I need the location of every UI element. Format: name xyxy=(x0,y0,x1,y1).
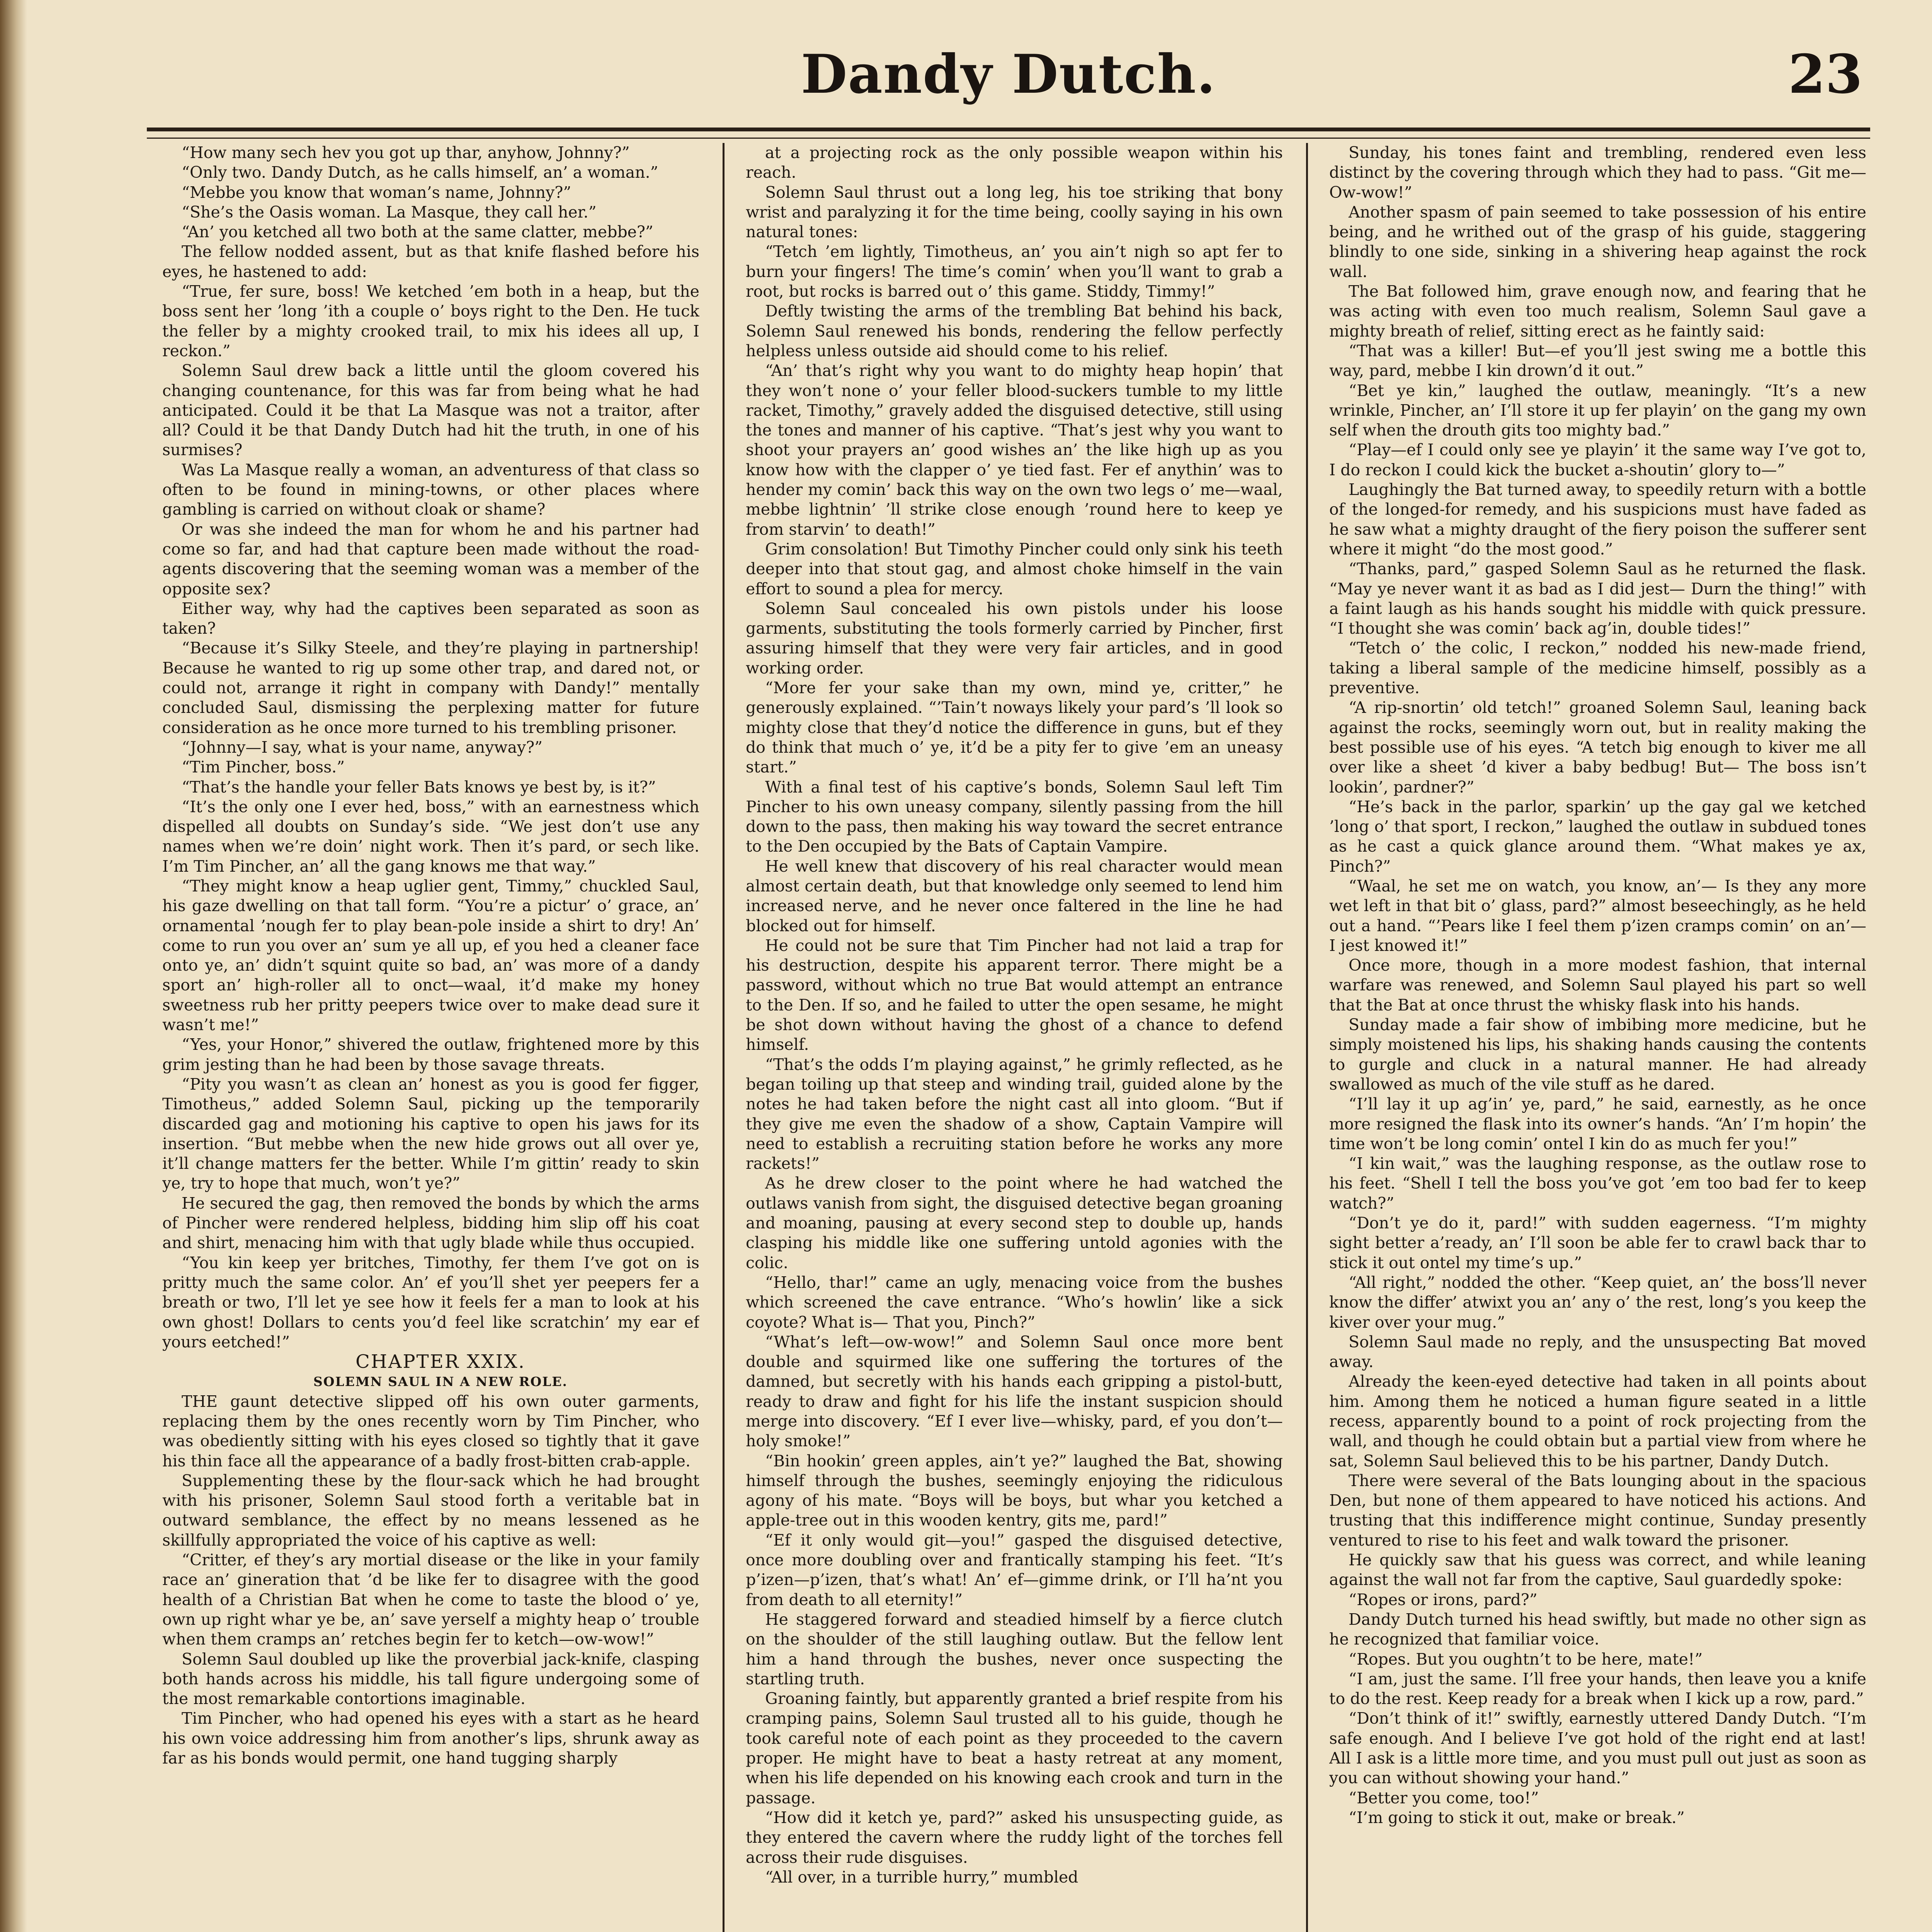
paragraph: at a projecting rock as the only possible weapon within his reach. xyxy=(746,143,1283,182)
paragraph: Laughingly the Bat turned away, to speedily return with a bottle of the longed-for remedy, and his suspicions must have faded as he saw what a mighty draught of the fiery poison the sufferer sent where it might “do the most good.” xyxy=(1329,480,1866,558)
paragraph: “All right,” nodded the other. “Keep quiet, an’ the boss’ll never know the differ’ atwixt you an’ any o’ the rest, long’s you keep the kiver over your mug.” xyxy=(1329,1273,1866,1332)
paragraph: “Yes, your Honor,” shivered the outlaw, frightened more by this grim jesting than he had been by those savage threats. xyxy=(162,1035,699,1074)
page-number: 23 xyxy=(1788,43,1862,105)
paragraph: “Critter, ef they’s ary mortial disease or the like in your family race an’ gineration that ’d be like fer to disagree with the good health of a Christian Bat when he come to taste the blood o’ ye, own up right whar ye be, an’ save yerself a mighty heap o’ trouble when them cramps an’ retches begin fer to ketch—ow-wow!” xyxy=(162,1551,699,1649)
paragraph: “That’s the odds I’m playing against,” he grimly reflected, as he began toiling up that steep and winding trail, guided alone by the notes he had taken before the night cast all into gloom. “But if they give me even the shadow of a show, Captain Vampire will need to establish a recruiting station before he works any more rackets!” xyxy=(746,1055,1283,1173)
header-rule-thin xyxy=(147,138,1870,139)
paragraph: “True, fer sure, boss! We ketched ’em both in a heap, but the boss sent her ’long ’ith a couple o’ boys right to the Den. He tuck the feller by a mighty crooked trail, to mix his idees all up, I reckon.” xyxy=(162,282,699,360)
paragraph: Solemn Saul thrust out a long leg, his toe striking that bony wrist and paralyzing it for the time being, coolly saying in his own natural tones: xyxy=(746,183,1283,242)
paragraph: “He’s back in the parlor, sparkin’ up the gay gal we ketched ’long o’ that sport, I reckon,” laughed the outlaw in subdued tones as he cast a quick glance around them. “What makes ye ax, Pinch?” xyxy=(1329,797,1866,876)
paragraph: Solemn Saul made no reply, and the unsuspecting Bat moved away. xyxy=(1329,1332,1866,1371)
paragraph: “I’m going to stick it out, make or break.” xyxy=(1349,1808,1685,1827)
column-2 xyxy=(746,143,1283,1932)
paragraph: “How many sech hev you got up thar, anyhow, Johnny?” xyxy=(182,143,630,162)
chapter-subtitle: SOLEMN SAUL IN A NEW ROLE. xyxy=(313,1374,568,1389)
paragraph: Or was she indeed the man for whom he and his partner had come so far, and had that capture been made without the road-agents discovering that the seeming woman was a member of the opposite sex? xyxy=(162,520,699,598)
column-3 xyxy=(1329,143,1866,1932)
paragraph: Solemn Saul concealed his own pistols under his loose garments, substituting the tools formerly carried by Pincher, first assuring himself that they were very fair articles, and in good working order. xyxy=(746,599,1283,677)
paragraph: He staggered forward and steadied himself by a fierce clutch on the shoulder of the still laughing outlaw. But the fellow lent him a hand through the bushes, never once suspecting the startling truth. xyxy=(746,1610,1283,1688)
paragraph: “All over, in a turrible hurry,” mumbled xyxy=(765,1867,1078,1886)
paragraph: Sunday made a fair show of imbibing more medicine, but he simply moistened his lips, his shaking hands causing the contents to gurgle and cluck in a natural manner. He had already swallowed as much of the vile stuff as he dared. xyxy=(1329,1015,1866,1094)
paragraph: “Pity you wasn’t as clean an’ honest as you is good fer figger, Timotheus,” added Solemn Saul, picking up the temporarily discarded gag and motioning his captive to open his jaws for its insertion. “But mebbe when the new hide grows out all over ye, it’ll change matters fer the better. While I’m gittin’ ready to skin ye, try to hope that much, won’t ye?” xyxy=(162,1075,699,1193)
page-header xyxy=(147,15,1870,131)
paragraph: “They might know a heap uglier gent, Timmy,” chuckled Saul, his gaze dwelling on that tall form. “You’re a pictur’ o’ grace, an’ ornamental ’nough fer to play bean-pole inside a shirt to dry! An’ come to run you over an’ sum ye all up, ef you hed a cleaner face onto ye, an’ didn’t squint quite so bad, an’ was more of a dandy sport an’ high-roller all to onct—waal, it’d make my honey sweetness rub her pritty peepers twice over to make dead sure it wasn’t me!” xyxy=(162,876,699,1034)
paragraph: He quickly saw that his guess was correct, and while leaning against the wall not far from the captive, Saul guardedly spoke: xyxy=(1329,1551,1866,1589)
paragraph: “You kin keep yer britches, Timothy, fer them I’ve got on is pritty much the same color. An’ ef you’ll shet yer peepers fer a breath or two, I’ll let ye see how it feels fer a man to look at his own ghost! Dollars to cents you’d feel like scratchin’ my ear ef yours eetched!” xyxy=(162,1253,699,1351)
header-rule xyxy=(147,128,1870,131)
paragraph: Tim Pincher, who had opened his eyes with a start as he heard his own voice addressing him from another’s lips, shrunk away as far as his bonds would permit, one hand tugging sharply xyxy=(162,1709,699,1768)
paragraph: Once more, though in a more modest fashion, that internal warfare was renewed, and Solemn Saul played his part so well that the Bat at once thrust the whisky flask into his hands. xyxy=(1329,956,1866,1014)
paragraph: The Bat followed him, grave enough now, and fearing that he was acting with even too much realism, Solemn Saul gave a mighty breath of relief, sitting erect as he faintly said: xyxy=(1329,282,1866,340)
paragraph: “Bet ye kin,” laughed the outlaw, meaningly. “It’s a new wrinkle, Pincher, an’ I’ll store it up fer playin’ on the gang my own self when the drouth gits too mighty bad.” xyxy=(1329,381,1866,440)
paragraph: “What’s left—ow-wow!” and Solemn Saul once more bent double and squirmed like one suffering the tortures of the damned, but secretly with his hands each gripping a pistol-butt, ready to draw and fight for his life the instant suspicion should merge into discovery. “Ef I ever live—whisky, pard, ef you don’t—holy smoke!” xyxy=(746,1332,1283,1451)
paragraph: “Bin hookin’ green apples, ain’t ye?” laughed the Bat, showing himself through the bushes, seemingly enjoying the ridiculous agony of his mate. “Boys will be boys, but whar you ketched a apple-tree out in this wooden kentry, gits me, pard!” xyxy=(746,1451,1283,1530)
paragraph: “I kin wait,” was the laughing response, as the outlaw rose to his feet. “Shell I tell the boss you’ve got ’em too bad fer to keep watch?” xyxy=(1329,1154,1866,1213)
paragraph: He could not be sure that Tim Pincher had not laid a trap for his destruction, despite his apparent terror. There might be a password, without which no true Bat would attempt an entrance to the Den. If so, and he failed to utter the open sesame, he might be shot down without having the ghost of a chance to defend himself. xyxy=(746,936,1283,1054)
paragraph: Deftly twisting the arms of the trembling Bat behind his back, Solemn Saul renewed his bonds, rendering the fellow perfectly helpless unless outside aid should come to his relief. xyxy=(746,302,1283,360)
paragraph: “Ef it only would git—you!” gasped the disguised detective, once more doubling over and frantically stamping his feet. “It’s p’izen—p’izen, that’s what! An’ ef—gimme drink, or I’ll ha’nt you from death to all eternity!” xyxy=(746,1531,1283,1609)
paragraph: “Because it’s Silky Steele, and they’re playing in partnership! Because he wanted to rig up some other trap, and dared not, or could not, arrange it right in company with Dandy!” mentally concluded Saul, dismissing the perplexing matter for future consideration as he once more turned to his trembling prisoner. xyxy=(162,639,699,737)
paragraph: “Waal, he set me on watch, you know, an’— Is they any more wet left in that bit o’ glass, pard?” almost beseechingly, as he held out a hand. “’Pears like I feel them p’izen cramps comin’ on an’— I jest knowed it!” xyxy=(1329,876,1866,955)
paragraph: Supplementing these by the flour-sack which he had brought with his prisoner, Solemn Saul stood forth a veritable bat in outward semblance, the effect by no means lessened as he skillfully appropriated the voice of his captive as well: xyxy=(162,1471,699,1549)
paragraph: He well knew that discovery of his real character would mean almost certain death, but that knowledge only seemed to lend him increased nerve, and he never once faltered in the line he had blocked out for himself. xyxy=(746,857,1283,935)
paragraph: “Play—ef I could only see ye playin’ it the same way I’ve got to, I do reckon I could kick the bucket a-shoutin’ glory to—” xyxy=(1329,440,1866,479)
text-columns xyxy=(162,143,1866,1932)
paragraph: “Tim Pincher, boss.” xyxy=(182,758,345,777)
paragraph: Dandy Dutch turned his head swiftly, but made no other sign as he recognized that familiar voice. xyxy=(1329,1610,1866,1649)
paragraph: With a final test of his captive’s bonds, Solemn Saul left Tim Pincher to his own uneasy company, silently passing from the hill down to the pass, then making his way toward the secret entrance to the Den occupied by the Bats of Captain Vampire. xyxy=(746,777,1283,856)
paragraph: “Ropes. But you oughtn’t to be here, mate!” xyxy=(1349,1650,1703,1668)
paragraph: “More fer your sake than my own, mind ye, critter,” he generously explained. “’Tain’t noways likely your pard’s ’ll look so mighty close that they’d notice the difference in guns, but ef they do think that much o’ ye, it’d be a pity fer to give ’em an uneasy start.” xyxy=(746,679,1283,777)
paragraph: “Thanks, pard,” gasped Solemn Saul as he returned the flask. “May ye never want it as bad as I did jest— Durn the thing!” with a faint laugh as his hands sought his middle with quick pressure. “I thought she was comin’ back ag’in, double tides!” xyxy=(1329,560,1866,638)
paragraph: There were several of the Bats lounging about in the spacious Den, but none of them appeared to have noticed his actions. And trusting that this indifference might continue, Sunday presently ventured to rise to his feet and walk toward the prisoner. xyxy=(1329,1471,1866,1549)
paragraph: “Johnny—I say, what is your name, anyway?” xyxy=(182,738,543,757)
paragraph: “Don’t think of it!” swiftly, earnestly uttered Dandy Dutch. “I’m safe enough. And I believe I’ve got hold of the right end at last! All I ask is a little more time, and you must pull out just as soon as you can without showing your hand.” xyxy=(1329,1709,1866,1787)
chapter-heading: CHAPTER XXIX. xyxy=(355,1351,526,1373)
paragraph: “Only two. Dandy Dutch, as he calls himself, an’ a woman.” xyxy=(182,163,658,182)
column-divider xyxy=(723,143,724,1932)
paragraph: As he drew closer to the point where he had watched the outlaws vanish from sight, the disguised detective began groaning and moaning, pausing at every second step to double up, hands clasping his middle like one suffering untold agonies with the colic. xyxy=(746,1174,1283,1272)
paragraph: Was La Masque really a woman, an adventuress of that class so often to be found in mining-towns, or other places where gambling is carried on without cloak or shame? xyxy=(162,460,699,519)
paragraph: He secured the gag, then removed the bonds by which the arms of Pincher were rendered helpless, bidding him slip off his coat and shirt, menacing him with that ugly blade while thus occupied. xyxy=(162,1194,699,1252)
paragraph: Groaning faintly, but apparently granted a brief respite from his cramping pains, Solemn Saul trusted all to his guide, though he took careful note of each point as they proceeded to the cavern proper. He might have to beat a hasty retreat at any moment, when his life depended on his knowing each crook and turn in the passage. xyxy=(746,1689,1283,1807)
paragraph: “That was a killer! But—ef you’ll jest swing me a bottle this way, pard, mebbe I kin drown’d it out.” xyxy=(1329,341,1866,380)
paragraph: The fellow nodded assent, but as that knife flashed before his eyes, he hastened to add: xyxy=(162,242,699,281)
paragraph: “How did it ketch ye, pard?” asked his unsuspecting guide, as they entered the cavern where the ruddy light of the torches fell across their rude disguises. xyxy=(746,1808,1283,1867)
paragraph: Already the keen-eyed detective had taken in all points about him. Among them he noticed a human figure seated in a little recess, apparently bound to a point of rock projecting from the wall, and though he could obtain but a partial view from where he sat, Solemn Saul believed this to be his partner, Dandy Dutch. xyxy=(1329,1372,1866,1470)
column-divider xyxy=(1306,143,1308,1932)
paragraph: “I am, just the same. I’ll free your hands, then leave you a knife to do the rest. Keep ready for a break when I kick up a row, pard.” xyxy=(1329,1669,1866,1708)
binding-shadow xyxy=(0,0,27,1932)
paragraph: “Ropes or irons, pard?” xyxy=(1349,1590,1537,1609)
paragraph: Solemn Saul drew back a little until the gloom covered his changing countenance, for this was far from being what he had anticipated. Could it be that La Masque was not a traitor, after all? Could it be that Dandy Dutch had hit the truth, in one of his surmises? xyxy=(162,361,699,459)
paragraph: Either way, why had the captives been separated as soon as taken? xyxy=(162,599,699,638)
paragraph: “That’s the handle your feller Bats knows ye best by, is it?” xyxy=(182,777,656,796)
paragraph: “It’s the only one I ever hed, boss,” with an earnestness which dispelled all doubts on Sunday’s side. “We jest don’t use any names when we’re doin’ night work. Then it’s pard, or sech like. I’m Tim Pincher, an’ all the gang knows me that way.” xyxy=(162,797,699,876)
paragraph: “Don’t ye do it, pard!” with sudden eagerness. “I’m mighty sight better a’ready, an’ I’ll soon be able fer to crawl back thar to stick it out ontel my time’s up.” xyxy=(1329,1214,1866,1272)
paragraph: THE gaunt detective slipped off his own outer garments, replacing them by the ones recently worn by Tim Pincher, who was obediently sitting with his eyes closed so tightly that it gave his thin face all the appearance of a badly frost-bitten crab-apple. xyxy=(162,1392,699,1470)
paragraph: “A rip-snortin’ old tetch!” groaned Solemn Saul, leaning back against the rocks, seemingly worn out, but in reality making the best possible use of his eyes. “A tetch big enough to kiver me all over like a sheet ’d kiver a baby bedbug! But— The boss isn’t lookin’, pardner?” xyxy=(1329,698,1866,796)
paragraph: “Hello, thar!” came an ugly, menacing voice from the bushes which screened the cave entrance. “Who’s howlin’ like a sick coyote? What is— That you, Pinch?” xyxy=(746,1273,1283,1332)
paragraph: “Tetch ’em lightly, Timotheus, an’ you ain’t nigh so apt fer to burn your fingers! The time’s comin’ when you’ll want to grab a root, but rocks is barred out o’ this game. Stiddy, Timmy!” xyxy=(746,242,1283,301)
paragraph: “Tetch o’ the colic, I reckon,” nodded his new-made friend, taking a liberal sample of the medicine himself, possibly as a preventive. xyxy=(1329,639,1866,697)
paragraph: “She’s the Oasis woman. La Masque, they call her.” xyxy=(182,202,597,221)
running-title: Dandy Dutch. xyxy=(801,43,1216,105)
paragraph: “An’ you ketched all two both at the same clatter, mebbe?” xyxy=(182,223,653,242)
paragraph: Solemn Saul doubled up like the proverbial jack-knife, clasping both hands across his middle, his tall figure undergoing some of the most remarkable contortions imaginable. xyxy=(162,1650,699,1708)
paragraph: “An’ that’s right why you want to do mighty heap hopin’ that they won’t none o’ your feller blood-suckers tumble to my little racket, Timothy,” gravely added the disguised detective, still using the tones and manner of his captive. “That’s jest why you want to shoot your prayers an’ good wishes an’ the like high up as you know how with the clapper o’ ye tied fast. Fer ef anythin’ was to hender my comin’ back this way on the own two legs o’ me—waal, mebbe lightnin’ ’ll strike close enough ’round here to keep ye from starvin’ to death!” xyxy=(746,361,1283,539)
paragraph: Grim consolation! But Timothy Pincher could only sink his teeth deeper into that stout gag, and almost choke himself in the vain effort to sound a plea for mercy. xyxy=(746,539,1283,598)
paragraph: “Better you come, too!” xyxy=(1349,1788,1539,1807)
paragraph: “Mebbe you know that woman’s name, Johnny?” xyxy=(182,183,571,202)
paragraph: “I’ll lay it up ag’in’ ye, pard,” he said, earnestly, as he once more resigned the flask into its owner’s hands. “An’ I’m hopin’ the time won’t be long comin’ ontel I kin do as much fer you!” xyxy=(1329,1095,1866,1153)
column-1 xyxy=(162,143,699,1932)
paragraph: Another spasm of pain seemed to take possession of his entire being, and he writhed out of the grasp of his guide, staggering blindly to one side, sinking in a shivering heap against the rock wall. xyxy=(1329,202,1866,281)
paragraph: Sunday, his tones faint and trembling, rendered even less distinct by the covering through which they had to pass. “Git me— Ow-wow!” xyxy=(1329,143,1866,202)
